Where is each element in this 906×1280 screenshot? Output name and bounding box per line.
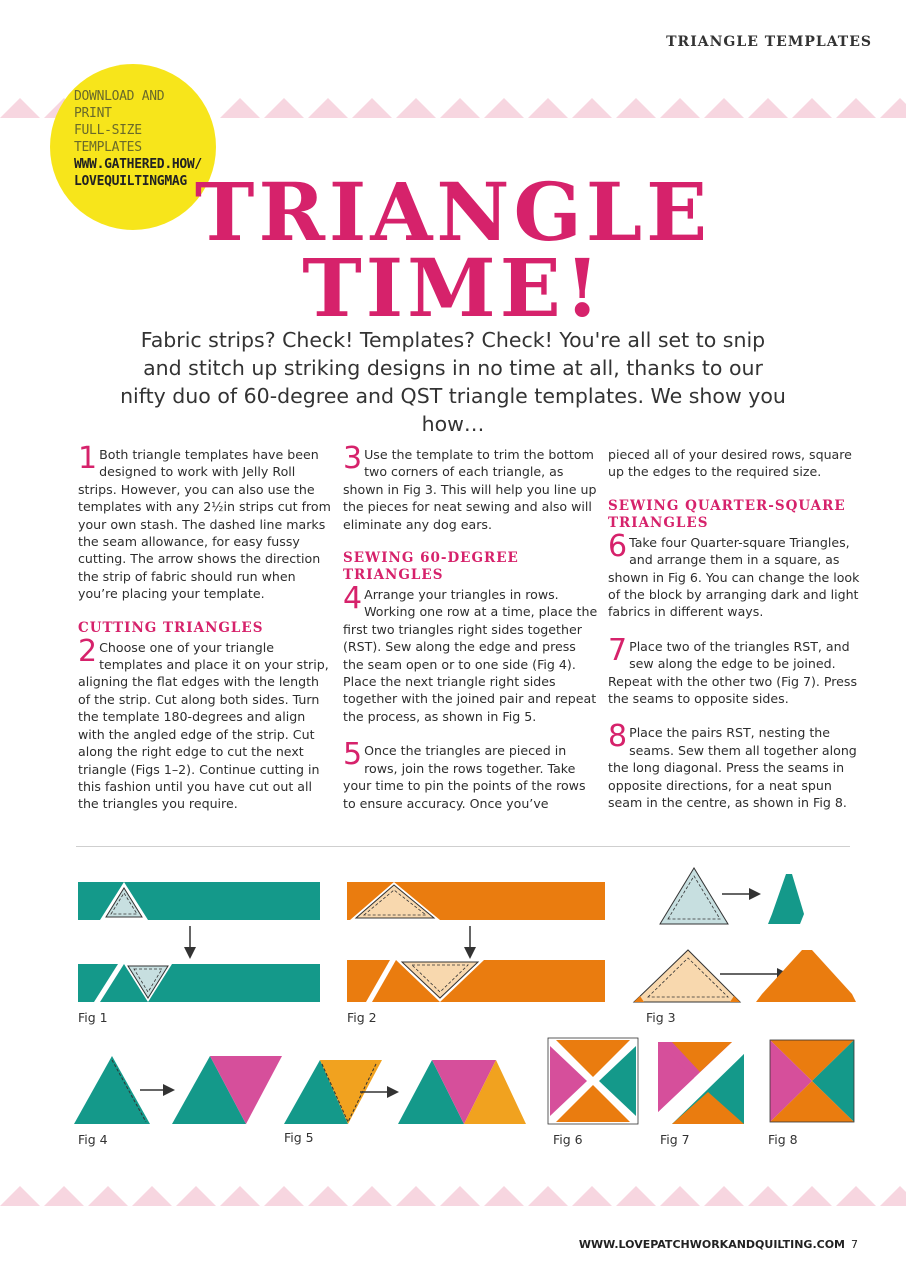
fig-2-label: Fig 2 <box>347 1010 377 1025</box>
figures-illustration <box>0 860 906 1160</box>
step-text: Arrange your triangles in rows. Working one row at a time, place the first two triangles right sides together (RST). Sew along the edge and press the seam open or to one side (Fig 4). Place the next triangle right sides together with the joined pair and repeat the process, as shown in Fig 5. <box>343 587 598 724</box>
page-number: 7 <box>851 1238 858 1251</box>
subheading-sewing-qst: SEWING QUARTER-SQUARE TRIANGLES <box>608 497 846 531</box>
step-number: 7 <box>608 632 628 668</box>
fig-6-diagram <box>548 1038 638 1124</box>
step-3 <box>343 441 599 533</box>
column-3 <box>608 446 864 829</box>
fig-1-diagram <box>78 882 320 1002</box>
step-number: 2 <box>78 633 98 669</box>
step-number: 5 <box>343 737 363 773</box>
badge-line-2: FULL-SIZE TEMPLATES <box>74 123 142 155</box>
fig-1-label: Fig 1 <box>78 1010 108 1025</box>
step-number: 8 <box>608 719 628 755</box>
column-1 <box>78 441 334 830</box>
fig-7-label: Fig 7 <box>660 1132 690 1147</box>
badge-url-line-2[interactable]: LOVEQUILTINGMAG <box>74 174 187 189</box>
fig-2-diagram <box>347 882 605 1002</box>
fig-5-label: Fig 5 <box>284 1130 314 1145</box>
fig-7-diagram <box>658 1042 744 1124</box>
step-2 <box>78 633 334 813</box>
step-text: Place the pairs RST, nesting the seams. Sew them all together along the long diagonal. Press the seams in opposite directions, for a neat spun seam in the centre, as shown in Fig 8. <box>608 725 857 811</box>
fig-8-label: Fig 8 <box>768 1132 798 1147</box>
page-title-line-2: TIME! <box>302 241 604 335</box>
badge-line-1: DOWNLOAD AND PRINT <box>74 89 165 121</box>
subheading-sewing-60: SEWING 60-DEGREE TRIANGLES <box>343 550 519 584</box>
step-number: 1 <box>78 441 98 476</box>
step-text: Choose one of your triangle templates and place it on your strip, aligning the flat edges with the length of the strip. Cut along both sides. Turn the template 180-degrees and align with the angled edge of the strip. Cut along the right edge to cut the next triangle (Figs 1–2). Continue cutting in this fashion until you have cut out all the triangles you require. <box>78 639 329 812</box>
badge-url-line-1[interactable]: WWW.GATHERED.HOW/ <box>74 157 202 172</box>
intro-paragraph: Fabric strips? Check! Templates? Check! You're all set to snip and stitch up striking designs in no time at all, thanks to our nifty duo of 60-degree and QST triangle templates. We show you how… <box>120 328 786 436</box>
fig-3-label: Fig 3 <box>646 1010 676 1025</box>
step-5 <box>343 737 599 812</box>
footer <box>579 1238 858 1251</box>
bottom-zigzag-border <box>0 1186 906 1206</box>
section-label: TRIANGLE TEMPLATES <box>666 34 872 50</box>
step-7 <box>608 632 864 708</box>
fig-4-diagram <box>74 1056 282 1124</box>
step-text: Use the template to trim the bottom two corners of each triangle, as shown in Fig 3. This will help you line up the pieces for neat sewing and also will eliminate any dog ears. <box>343 447 597 532</box>
step-6 <box>608 528 864 621</box>
fig-3-diagram <box>634 868 856 1002</box>
fig-6-label: Fig 6 <box>553 1132 583 1147</box>
footer-url[interactable]: WWW.LOVEPATCHWORKANDQUILTING.COM <box>578 1238 845 1251</box>
subheading-cutting: CUTTING TRIANGLES <box>78 619 264 636</box>
step-4 <box>343 581 599 725</box>
fig-8-diagram <box>770 1040 854 1122</box>
column-2 <box>343 441 599 829</box>
step-5-continued: pieced all of your desired rows, square up the edges to the required size. <box>608 447 852 480</box>
step-1 <box>78 441 334 603</box>
step-text: Take four Quarter-square Triangles, and arrange them in a square, as shown in Fig 6. You can change the look of the block by arranging dark and light fabrics in different ways. <box>608 534 860 620</box>
step-text: Both triangle templates have been designed to work with Jelly Roll strips. However, you can also use the templates with any 2½in strips cut from your own stash. The dashed line marks the seam allowance, for easy fussy cutting. The arrow shows the direction the strip of fabric should run when you’re placing your template. <box>78 447 331 602</box>
step-8 <box>608 719 864 811</box>
divider <box>76 846 850 847</box>
fig-5-diagram <box>284 1060 526 1124</box>
page-title-line-1: TRIANGLE <box>194 165 712 259</box>
step-number: 6 <box>608 528 628 564</box>
step-number: 3 <box>343 441 363 476</box>
fig-4-label: Fig 4 <box>78 1132 108 1147</box>
step-text: Once the triangles are pieced in rows, join the rows together. Take your time to pin the points of the rows to ensure accuracy. Once you’ve <box>343 743 586 811</box>
step-text: Place two of the triangles RST, and sew along the edge to be joined. Repeat with the other two (Fig 7). Press the seams to opposite sides. <box>608 638 858 707</box>
step-number: 4 <box>343 581 363 617</box>
